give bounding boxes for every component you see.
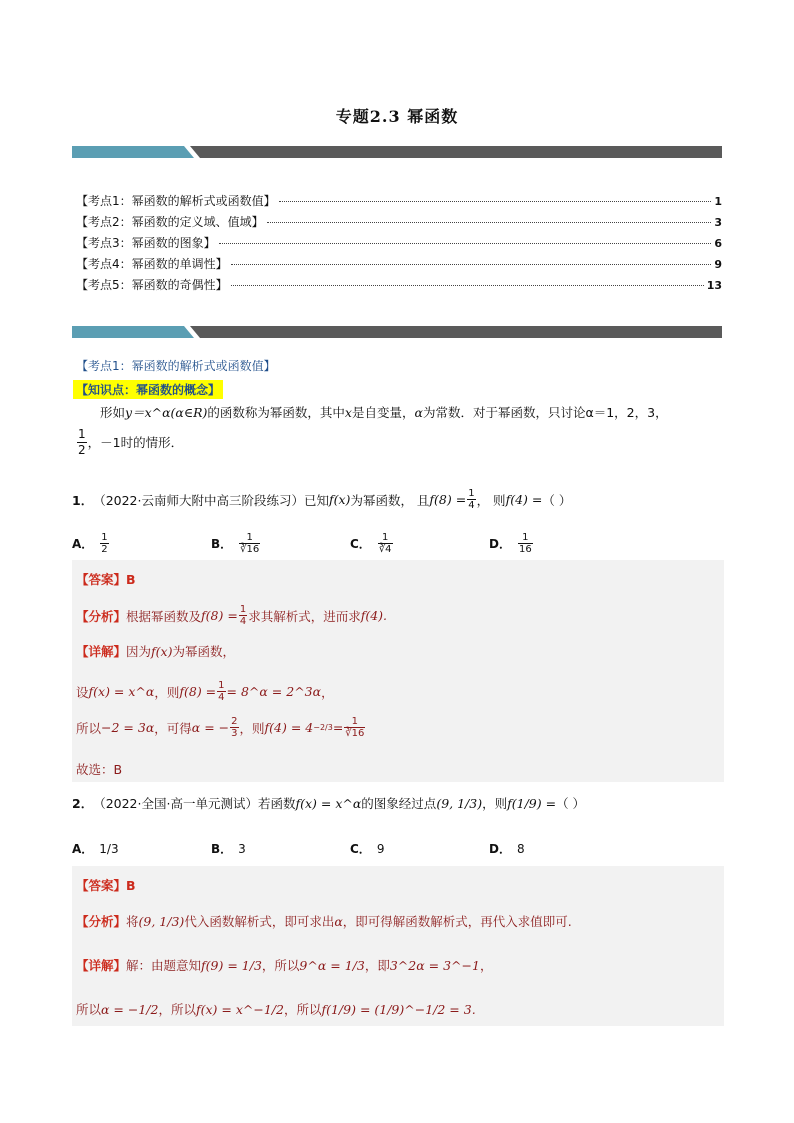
question-2: 2． （2022·全国·高一单元测试）若函数 f(x) = x^α 的图象经过点 (9, 1/3) ，则 f(1/9) = （ ） [72,795,586,811]
question-1-solution-box [72,560,724,782]
option-a[interactable]: A． 1/3 [72,841,119,856]
page-title: 专题2.3 幂函数 [335,107,459,126]
question-2-options [72,840,632,857]
concept-paragraph: 形如y＝x^α(α∈R)的函数称为幂函数，其中x是自变量，α为常数．对于幂函数，只讨论α＝1，2，3， $\frac{1}{2}$ ，－1时的情形． [78,405,668,457]
toc-item-5[interactable]: 【考点5：幂函数的奇偶性】 13 [76,278,722,292]
toc-item-4[interactable]: 【考点4：幂函数的单调性】 9 [76,257,722,271]
option-d[interactable]: D． $\frac{1}{16}$ [489,532,532,555]
option-a[interactable]: A． $\frac{1}{2}$ [72,532,108,555]
section-divider [72,326,722,338]
q2-detail: 【详解】 解：由题意知 f(9) = 1/3 ，所以 9^α = 1/3 ，即 3^2α = 3^−1 ， [76,957,493,973]
q1-detail-line-3: 所以 −2 = 3α ，可得 α = − $\frac{2}{3}$ ，则 f(4) = 4 −2/3 = $\frac{1}{∛16}$ [76,716,365,739]
toc-item-1[interactable]: 【考点1：幂函数的解析式或函数值】 1 [76,194,722,208]
option-d[interactable]: D． 8 [489,841,525,856]
top-divider [72,146,722,158]
q1-detail: 【详解】 因为 f(x) 为幂函数， [76,643,235,659]
q1-analysis: 【分析】 根据幂函数及 f(8) = $\frac{1}{4}$ 求其解析式，进而求 f(4). [76,604,388,627]
table-of-contents [76,192,722,297]
q1-choice: 故选：B [76,762,123,777]
knowledge-tag: 【知识点：幂函数的概念】 [73,380,223,399]
toc-item-3[interactable]: 【考点3：幂函数的图象】 6 [76,236,722,250]
option-c[interactable]: C． $\frac{1}{∛4}$ [350,532,392,555]
q1-detail-line-2: 设 f(x) = x^α ，则 f(8) = $\frac{1}{4}$ = 8^α = 2^3α ， [76,680,334,703]
q2-analysis: 【分析】 将 (9, 1/3) 代入函数解析式，即可求出 α ，即可得解函数解析式，再代入求值即可. [76,913,572,929]
option-c[interactable]: C． 9 [350,841,385,856]
toc-item-2[interactable]: 【考点2：幂函数的定义域、值域】 3 [76,215,722,229]
question-1: 1． （2022·云南师大附中高三阶段练习）已知 f(x) 为幂函数， 且 f(8) = $\frac{1}{4}$ ， 则 f(4) = （ ） [72,488,572,511]
q1-answer: 【答案】 B [76,571,136,587]
q2-answer: 【答案】 B [76,877,136,893]
section-heading: 【考点1：幂函数的解析式或函数值】 [76,359,276,373]
question-1-options [72,532,632,555]
option-b[interactable]: B． 3 [211,841,246,856]
q2-detail-line-2: 所以 α = −1/2 ，所以 f(x) = x^−1/2 ，所以 f(1/9) = (1/9)^−1/2 = 3. [76,1001,476,1017]
option-b[interactable]: B． $\frac{1}{∛16}$ [211,532,260,555]
